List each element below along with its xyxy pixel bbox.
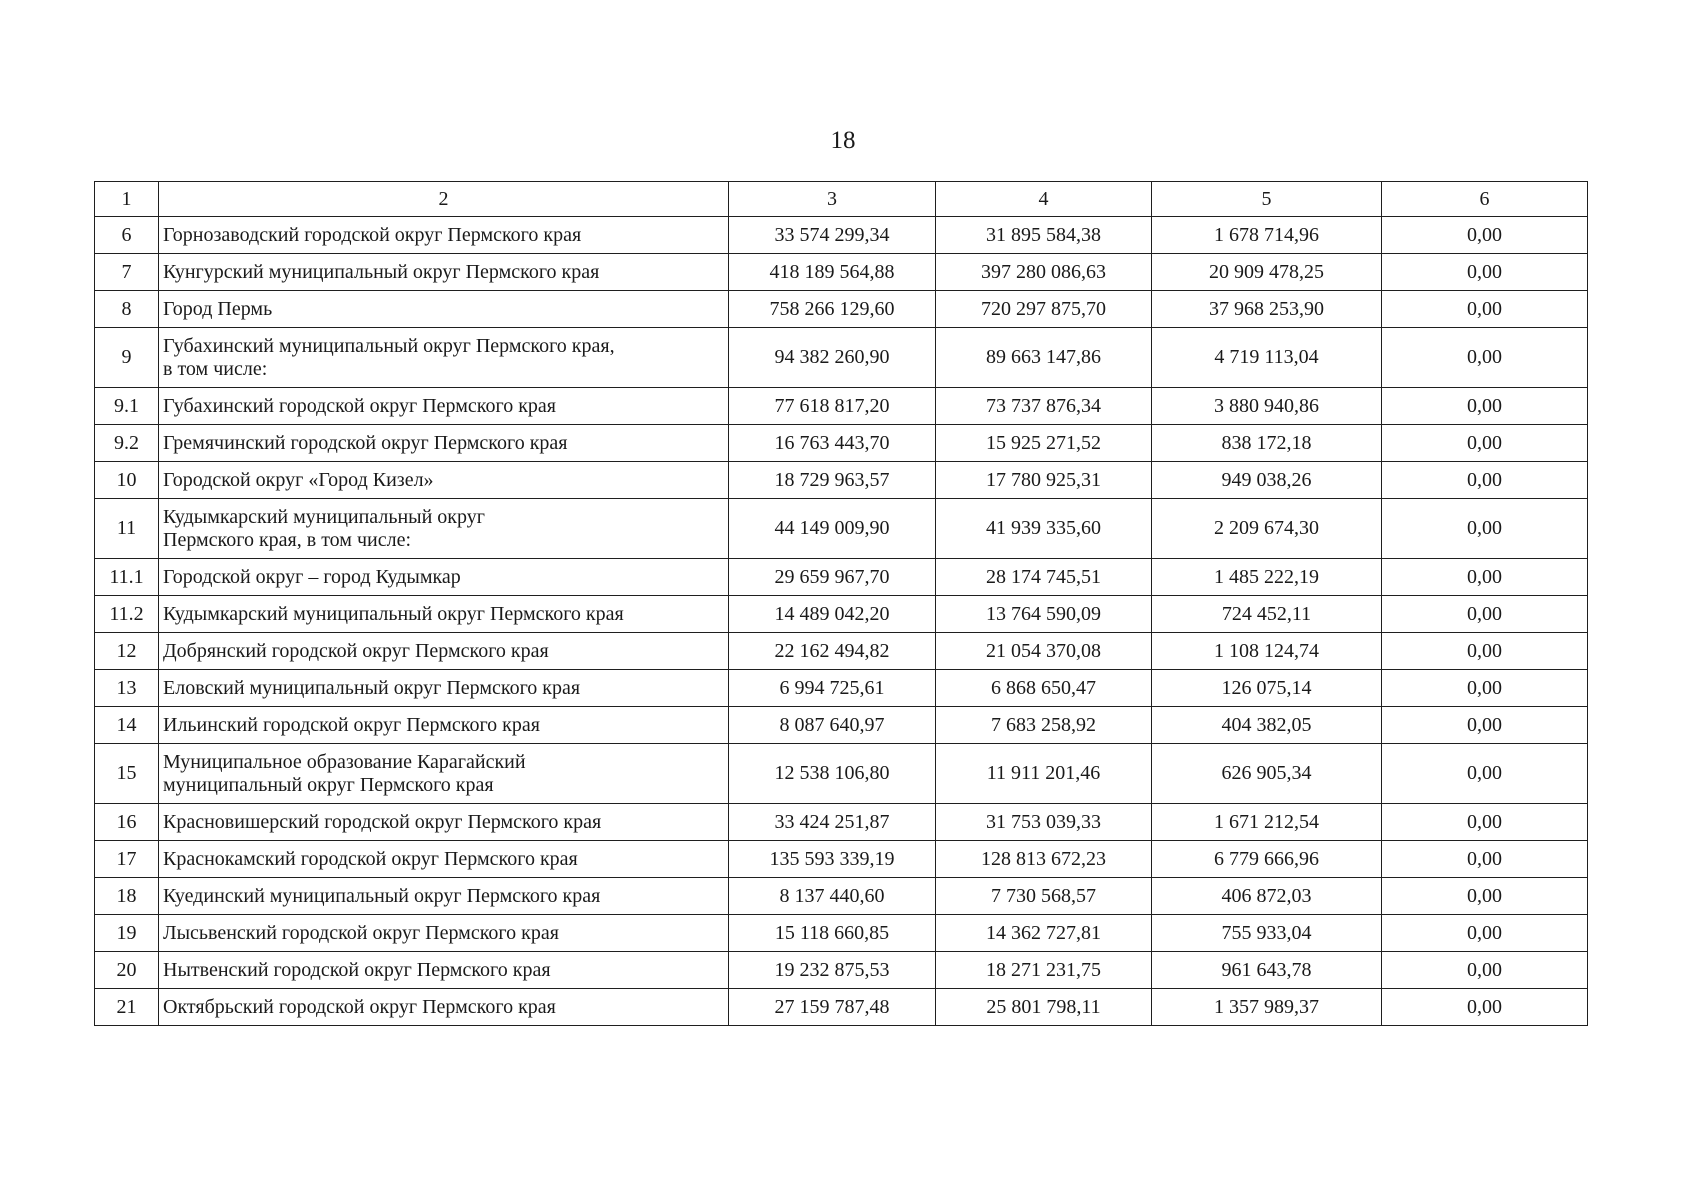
value-column-6: 0,00 <box>1382 841 1588 878</box>
municipality-name <box>159 217 729 254</box>
value-column-3: 29 659 967,70 <box>729 559 936 596</box>
value-column-4: 31 895 584,38 <box>936 217 1152 254</box>
municipality-name-line: Красновишерский городской округ Пермского края <box>163 810 602 833</box>
value-column-6: 0,00 <box>1382 878 1588 915</box>
value-column-6: 0,00 <box>1382 499 1588 559</box>
table-row <box>95 841 1588 878</box>
value-column-4: 73 737 876,34 <box>936 388 1152 425</box>
table-row <box>95 596 1588 633</box>
value-column-5: 838 172,18 <box>1152 425 1382 462</box>
row-number: 10 <box>95 462 159 499</box>
value-column-4: 15 925 271,52 <box>936 425 1152 462</box>
value-column-5: 2 209 674,30 <box>1152 499 1382 559</box>
row-number: 18 <box>95 878 159 915</box>
value-column-5: 4 719 113,04 <box>1152 328 1382 388</box>
table-row <box>95 633 1588 670</box>
value-column-4: 13 764 590,09 <box>936 596 1152 633</box>
row-number: 9 <box>95 328 159 388</box>
value-column-4: 14 362 727,81 <box>936 915 1152 952</box>
table-row <box>95 254 1588 291</box>
row-number: 7 <box>95 254 159 291</box>
row-number: 20 <box>95 952 159 989</box>
table-row <box>95 388 1588 425</box>
column-header-4: 4 <box>936 182 1152 217</box>
table-row <box>95 915 1588 952</box>
municipality-name <box>159 804 729 841</box>
municipality-name-line: Ильинский городской округ Пермского края <box>163 713 540 736</box>
value-column-3: 33 424 251,87 <box>729 804 936 841</box>
municipality-name <box>159 499 729 559</box>
value-column-4: 17 780 925,31 <box>936 462 1152 499</box>
value-column-3: 15 118 660,85 <box>729 915 936 952</box>
value-column-4: 128 813 672,23 <box>936 841 1152 878</box>
municipality-name-line: Нытвенский городской округ Пермского края <box>163 958 551 981</box>
value-column-5: 6 779 666,96 <box>1152 841 1382 878</box>
municipality-name-line: Гремячинский городской округ Пермского края <box>163 431 568 454</box>
value-column-4: 31 753 039,33 <box>936 804 1152 841</box>
value-column-4: 7 730 568,57 <box>936 878 1152 915</box>
value-column-6: 0,00 <box>1382 559 1588 596</box>
table-row <box>95 425 1588 462</box>
value-column-6: 0,00 <box>1382 915 1588 952</box>
value-column-6: 0,00 <box>1382 425 1588 462</box>
value-column-3: 18 729 963,57 <box>729 462 936 499</box>
row-number: 21 <box>95 989 159 1026</box>
municipality-name-line: Городской округ «Город Кизел» <box>163 468 434 491</box>
value-column-3: 8 087 640,97 <box>729 707 936 744</box>
row-number: 16 <box>95 804 159 841</box>
value-column-5: 1 357 989,37 <box>1152 989 1382 1026</box>
value-column-5: 724 452,11 <box>1152 596 1382 633</box>
municipality-name <box>159 328 729 388</box>
column-header-5: 5 <box>1152 182 1382 217</box>
value-column-5: 1 678 714,96 <box>1152 217 1382 254</box>
value-column-6: 0,00 <box>1382 217 1588 254</box>
table-row <box>95 217 1588 254</box>
column-header-2: 2 <box>159 182 729 217</box>
municipality-name-line: Кунгурский муниципальный округ Пермского края <box>163 260 600 283</box>
municipality-name <box>159 425 729 462</box>
value-column-6: 0,00 <box>1382 596 1588 633</box>
municipality-name-line: Пермского края, в том числе: <box>163 528 411 551</box>
value-column-6: 0,00 <box>1382 328 1588 388</box>
table-row <box>95 744 1588 804</box>
value-column-4: 41 939 335,60 <box>936 499 1152 559</box>
table-row <box>95 707 1588 744</box>
value-column-3: 758 266 129,60 <box>729 291 936 328</box>
value-column-4: 6 868 650,47 <box>936 670 1152 707</box>
municipality-name <box>159 254 729 291</box>
value-column-5: 755 933,04 <box>1152 915 1382 952</box>
value-column-5: 126 075,14 <box>1152 670 1382 707</box>
value-column-3: 12 538 106,80 <box>729 744 936 804</box>
row-number: 19 <box>95 915 159 952</box>
table-row <box>95 952 1588 989</box>
row-number: 9.1 <box>95 388 159 425</box>
table-header-row <box>95 182 1588 217</box>
municipality-name-line: Добрянский городской округ Пермского края <box>163 639 549 662</box>
value-column-3: 14 489 042,20 <box>729 596 936 633</box>
row-number: 6 <box>95 217 159 254</box>
row-number: 13 <box>95 670 159 707</box>
table-row <box>95 462 1588 499</box>
value-column-5: 1 108 124,74 <box>1152 633 1382 670</box>
municipality-name-line: Город Пермь <box>163 297 273 320</box>
value-column-4: 7 683 258,92 <box>936 707 1152 744</box>
value-column-6: 0,00 <box>1382 804 1588 841</box>
value-column-3: 44 149 009,90 <box>729 499 936 559</box>
value-column-5: 949 038,26 <box>1152 462 1382 499</box>
municipality-name-line: Губахинский муниципальный округ Пермского края, <box>163 334 615 357</box>
value-column-5: 961 643,78 <box>1152 952 1382 989</box>
value-column-5: 3 880 940,86 <box>1152 388 1382 425</box>
value-column-5: 626 905,34 <box>1152 744 1382 804</box>
value-column-5: 37 968 253,90 <box>1152 291 1382 328</box>
municipality-name-line: Еловский муниципальный округ Пермского края <box>163 676 581 699</box>
value-column-4: 11 911 201,46 <box>936 744 1152 804</box>
value-column-4: 89 663 147,86 <box>936 328 1152 388</box>
row-number: 9.2 <box>95 425 159 462</box>
municipality-name <box>159 744 729 804</box>
value-column-3: 16 763 443,70 <box>729 425 936 462</box>
value-column-5: 20 909 478,25 <box>1152 254 1382 291</box>
value-column-4: 720 297 875,70 <box>936 291 1152 328</box>
table-row <box>95 499 1588 559</box>
value-column-3: 27 159 787,48 <box>729 989 936 1026</box>
row-number: 17 <box>95 841 159 878</box>
value-column-3: 135 593 339,19 <box>729 841 936 878</box>
value-column-3: 33 574 299,34 <box>729 217 936 254</box>
value-column-3: 22 162 494,82 <box>729 633 936 670</box>
column-header-6: 6 <box>1382 182 1588 217</box>
municipality-name <box>159 388 729 425</box>
value-column-6: 0,00 <box>1382 462 1588 499</box>
municipality-name-line: Муниципальное образование Карагайский <box>163 750 526 773</box>
row-number: 11.1 <box>95 559 159 596</box>
distribution-table <box>94 181 1588 1026</box>
value-column-3: 94 382 260,90 <box>729 328 936 388</box>
value-column-4: 18 271 231,75 <box>936 952 1152 989</box>
value-column-6: 0,00 <box>1382 633 1588 670</box>
value-column-3: 8 137 440,60 <box>729 878 936 915</box>
value-column-5: 1 485 222,19 <box>1152 559 1382 596</box>
page-number: 18 <box>830 127 856 154</box>
municipality-name <box>159 596 729 633</box>
value-column-3: 19 232 875,53 <box>729 952 936 989</box>
row-number: 11.2 <box>95 596 159 633</box>
value-column-6: 0,00 <box>1382 291 1588 328</box>
value-column-3: 418 189 564,88 <box>729 254 936 291</box>
row-number: 11 <box>95 499 159 559</box>
municipality-name-line: Куединский муниципальный округ Пермского края <box>163 884 601 907</box>
municipality-name <box>159 915 729 952</box>
row-number: 14 <box>95 707 159 744</box>
row-number: 8 <box>95 291 159 328</box>
value-column-5: 406 872,03 <box>1152 878 1382 915</box>
table-row <box>95 559 1588 596</box>
table-row <box>95 328 1588 388</box>
municipality-name-line: Лысьвенский городской округ Пермского края <box>163 921 559 944</box>
value-column-4: 397 280 086,63 <box>936 254 1152 291</box>
value-column-4: 28 174 745,51 <box>936 559 1152 596</box>
municipality-name-line: в том числе: <box>163 357 268 380</box>
value-column-6: 0,00 <box>1382 388 1588 425</box>
municipality-name <box>159 559 729 596</box>
value-column-6: 0,00 <box>1382 254 1588 291</box>
municipality-name-line: Краснокамский городской округ Пермского края <box>163 847 578 870</box>
municipality-name-line: Губахинский городской округ Пермского края <box>163 394 556 417</box>
municipality-name <box>159 841 729 878</box>
municipality-name <box>159 462 729 499</box>
table-row <box>95 804 1588 841</box>
table-row <box>95 670 1588 707</box>
municipality-name-line: Октябрьский городской округ Пермского края <box>163 995 556 1018</box>
municipality-name <box>159 952 729 989</box>
table-row <box>95 878 1588 915</box>
municipality-name-line: Городской округ – город Кудымкар <box>163 565 461 588</box>
municipality-name-line: Горнозаводский городской округ Пермского края <box>163 223 582 246</box>
value-column-6: 0,00 <box>1382 989 1588 1026</box>
municipality-name-line: Кудымкарский муниципальный округ Пермского края <box>163 602 624 625</box>
value-column-3: 6 994 725,61 <box>729 670 936 707</box>
value-column-6: 0,00 <box>1382 707 1588 744</box>
table-row <box>95 989 1588 1026</box>
municipality-name <box>159 878 729 915</box>
column-header-3: 3 <box>729 182 936 217</box>
municipality-name <box>159 291 729 328</box>
value-column-4: 21 054 370,08 <box>936 633 1152 670</box>
value-column-4: 25 801 798,11 <box>936 989 1152 1026</box>
municipality-name <box>159 633 729 670</box>
value-column-6: 0,00 <box>1382 744 1588 804</box>
municipality-name-line: муниципальный округ Пермского края <box>163 773 494 796</box>
value-column-5: 1 671 212,54 <box>1152 804 1382 841</box>
value-column-6: 0,00 <box>1382 952 1588 989</box>
municipality-name-line: Кудымкарский муниципальный округ <box>163 505 485 528</box>
value-column-6: 0,00 <box>1382 670 1588 707</box>
municipality-name <box>159 707 729 744</box>
table-row <box>95 291 1588 328</box>
value-column-3: 77 618 817,20 <box>729 388 936 425</box>
municipality-name <box>159 989 729 1026</box>
row-number: 12 <box>95 633 159 670</box>
column-header-1: 1 <box>95 182 159 217</box>
row-number: 15 <box>95 744 159 804</box>
municipality-name <box>159 670 729 707</box>
value-column-5: 404 382,05 <box>1152 707 1382 744</box>
